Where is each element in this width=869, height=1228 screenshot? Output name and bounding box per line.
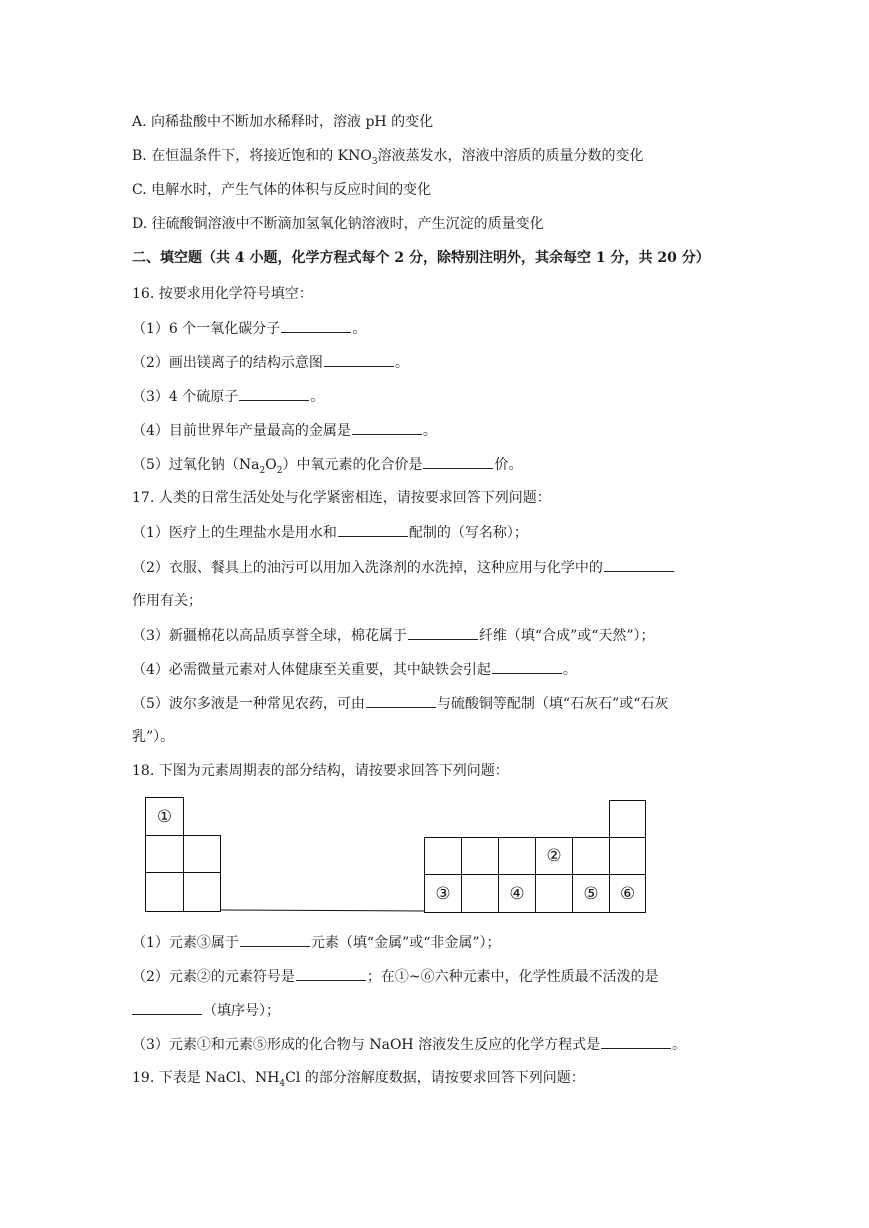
pt-cell (572, 837, 610, 875)
q16-item-2: （2）画出镁离子的结构示意图 。 (132, 352, 409, 373)
element-marker-4: ④ (509, 883, 525, 904)
q18-item-3: （3）元素①和元素⑤形成的化合物与 NaOH 溶液发生反应的化学方程式是 。 (132, 1034, 686, 1055)
q18-item-1: （1）元素③属于 元素（填“金属”或“非金属”）； (132, 932, 501, 953)
pt-cell-3 (424, 874, 462, 913)
pt-cell-5 (572, 874, 610, 913)
element-marker-3: ③ (435, 883, 451, 904)
element-marker-2: ② (546, 846, 562, 866)
q18-stem: 18. 下图为元素周期表的部分结构，请按要求回答下列问题： (132, 763, 509, 779)
answer-blank[interactable] (604, 557, 674, 572)
q16-item-1: （1）6 个一氧化碳分子 。 (132, 318, 366, 339)
pt-cell-2 (535, 837, 573, 875)
answer-blank[interactable] (352, 420, 422, 435)
pt-cell (609, 800, 646, 838)
q17-item-5: （5）波尔多液是一种常见农药，可由 与硫酸铜等配制（填“石灰石”或“石灰 (132, 693, 668, 714)
answer-blank[interactable] (366, 693, 436, 708)
pt-cell (424, 837, 462, 875)
pt-cell-1 (145, 797, 184, 836)
answer-blank[interactable] (423, 454, 493, 469)
section-title: 二、填空题（共 4 小题，化学方程式每个 2 分，除特别注明外，其余每空 1 分，共 20 分） (132, 250, 710, 266)
answer-blank[interactable] (338, 522, 408, 537)
q18-item-2: （2）元素②的元素符号是 ；在①~⑥六种元素中，化学性质最不活泼的是 (132, 966, 659, 987)
pt-cell (535, 874, 573, 913)
answer-blank[interactable] (296, 966, 366, 981)
table-bottom-line (220, 909, 425, 911)
q18-item-2-cont: （填序号）； (132, 1000, 280, 1021)
q19-stem: 19. 下表是 NaCl、$NH_4Cl$ 的部分溶解度数据，请按要求回答下列问题： (132, 1070, 585, 1089)
pt-cell (183, 872, 221, 912)
pt-cell (183, 835, 221, 873)
answer-blank[interactable] (408, 625, 478, 640)
q17-stem: 17. 人类的日常生活处处与化学紧密相连，请按要求回答下列问题： (132, 490, 551, 506)
pt-cell (145, 872, 184, 912)
q16-item-4: （4）目前世界年产量最高的金属是 。 (132, 420, 437, 441)
q16-stem: 16. 按要求用化学符号填空： (132, 286, 313, 302)
pt-cell (609, 837, 646, 875)
pt-cell (461, 837, 499, 875)
pt-cell-4 (498, 874, 536, 913)
answer-blank[interactable] (492, 659, 562, 674)
pt-cell-6 (609, 874, 646, 913)
pt-cell (461, 874, 499, 913)
answer-blank[interactable] (601, 1034, 671, 1049)
answer-blank[interactable] (132, 1000, 202, 1015)
option-d: D. 往硫酸铜溶液中不断滴加氢氧化钠溶液时，产生沉淀的质量变化 (132, 216, 544, 232)
element-marker-6: ⑥ (619, 883, 636, 904)
pt-cell (145, 835, 184, 873)
element-marker-1: ① (156, 806, 173, 827)
q17-item-4: （4）必需微量元素对人体健康至关重要，其中缺铁会引起 。 (132, 659, 577, 680)
q17-item-1: （1）医疗上的生理盐水是用水和 配制的（写名称）； (132, 522, 528, 543)
option-c: C. 电解水时，产生气体的体积与反应时间的变化 (132, 182, 432, 198)
q17-item-5-cont: 乳”）。 (132, 729, 175, 745)
pt-cell (498, 837, 536, 875)
q16-item-5: （5）过氧化钠$(Na_2O_2)$中氧元素的化合价是 价。 (132, 454, 522, 481)
q16-item-3: （3）4 个硫原子 。 (132, 386, 324, 407)
answer-blank[interactable] (324, 352, 394, 367)
answer-blank[interactable] (281, 318, 351, 333)
answer-blank[interactable] (239, 386, 309, 401)
q17-item-2-cont: 作用有关； (132, 593, 202, 609)
element-marker-5: ⑤ (583, 883, 599, 904)
q17-item-2: （2）衣服、餐具上的油污可以用加入洗涤剂的水洗掉，这种应用与化学中的 (132, 557, 675, 578)
answer-blank[interactable] (240, 932, 310, 947)
option-a: A. 向稀盐酸中不断加水稀释时，溶液 pH 的变化 (132, 114, 434, 130)
q17-item-3: （3）新疆棉花以高品质享誉全球，棉花属于 纤维（填“合成”或“天然”）； (132, 625, 655, 646)
option-b: B. 在恒温条件下，将接近饱和的 $KNO_3$溶液蒸发水，溶液中溶质的质量分数的变化 (132, 148, 644, 167)
